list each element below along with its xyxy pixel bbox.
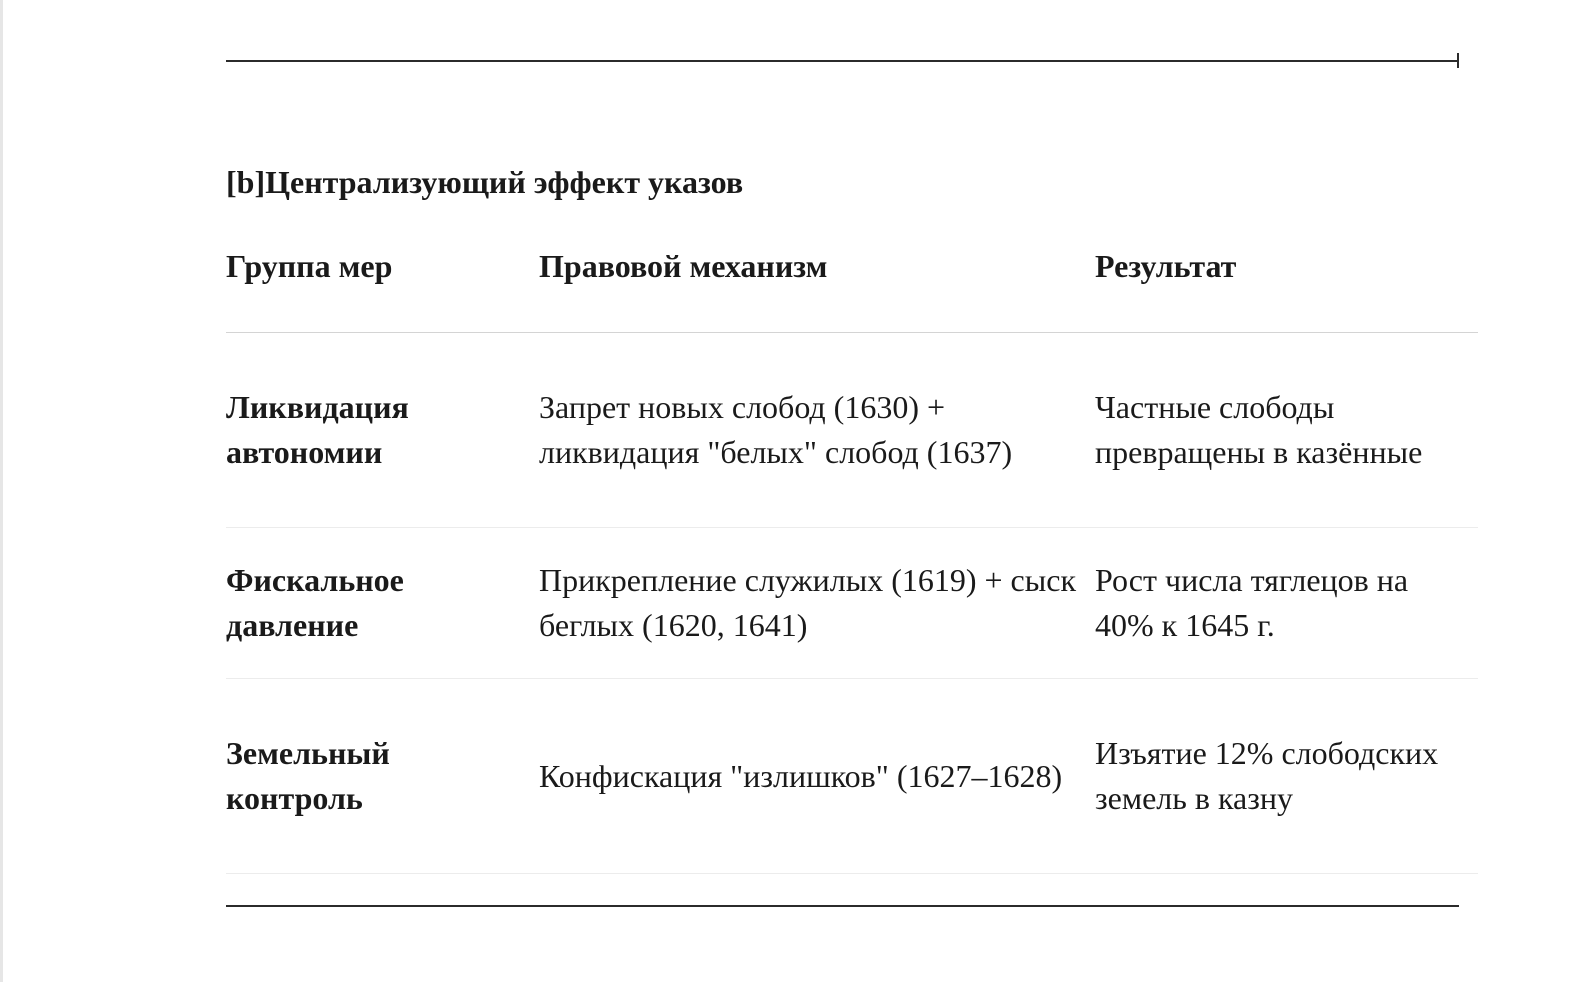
mechanism-cell: [539, 528, 1095, 679]
page-left-edge: [0, 0, 3, 982]
top-divider-end-tick: [1457, 53, 1459, 68]
table-row: [226, 333, 1478, 528]
result-cell: [1095, 333, 1478, 528]
mechanism-text: Запрет новых слобод (1630) + ликвидация "белых" слобод (1637): [539, 389, 1013, 470]
mechanism-cell: [539, 333, 1095, 528]
mechanism-text: Прикрепление служилых (1619) + сыск беглых (1620, 1641): [539, 562, 1076, 643]
column-header-mechanism: Правовой механизм: [539, 240, 1095, 333]
bottom-divider: [226, 905, 1459, 907]
table-row: [226, 679, 1478, 874]
group-cell: [226, 333, 539, 528]
mechanism-cell: [539, 679, 1095, 874]
table-row: [226, 528, 1478, 679]
group-text: Ликвидация автономии: [226, 389, 409, 470]
group-text: Фискальное давление: [226, 562, 404, 643]
mechanism-text: Конфискация "излишков" (1627–1628): [539, 757, 1063, 794]
group-text: Земельный контроль: [226, 735, 390, 816]
result-text: Рост числа тяглецов на 40% к 1645 г.: [1095, 562, 1409, 643]
section-heading: [b]Централизующий эффект указов: [226, 164, 744, 200]
group-cell: [226, 679, 539, 874]
result-text: Изъятие 12% слободских земель в казну: [1095, 735, 1439, 816]
result-text: Частные слободы превращены в казённые: [1095, 389, 1423, 470]
result-cell: [1095, 528, 1478, 679]
column-header-group: Группа мер: [226, 240, 539, 333]
decrees-table: [226, 240, 1478, 874]
column-header-result: Результат: [1095, 240, 1478, 333]
result-cell: [1095, 679, 1478, 874]
table-header-row: [226, 240, 1478, 333]
top-divider: [226, 60, 1459, 62]
group-cell: [226, 528, 539, 679]
decrees-table-container: [226, 240, 1478, 874]
